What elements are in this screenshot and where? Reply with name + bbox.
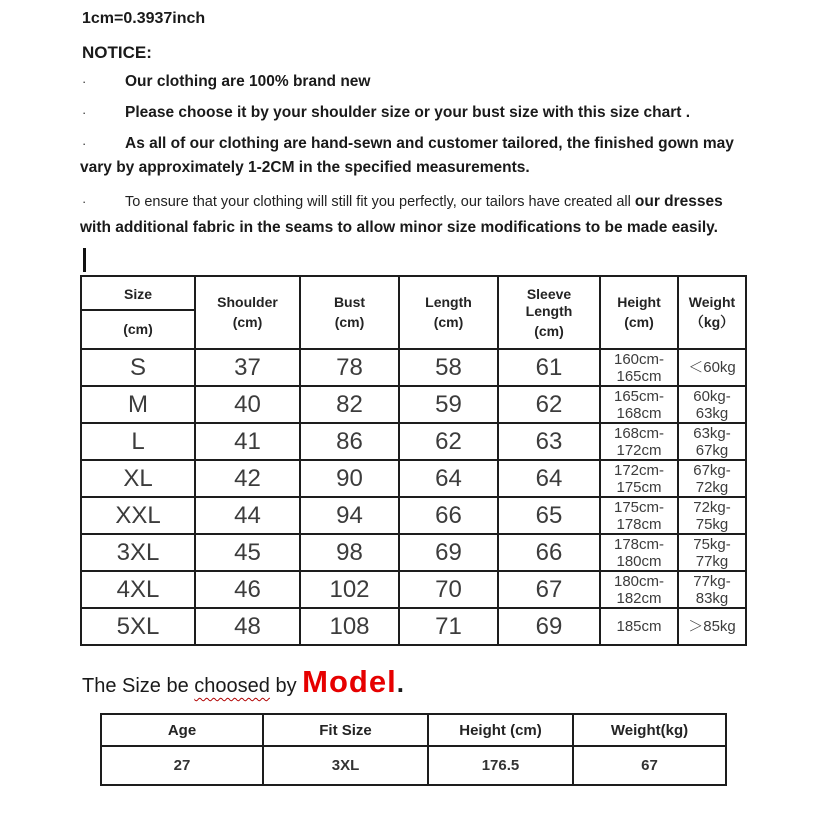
model-value-weight: 67: [573, 746, 726, 785]
cell-shoulder: 44: [195, 497, 300, 534]
model-value-height: 176.5: [428, 746, 573, 785]
caption-model-highlight: Model: [302, 664, 397, 699]
cell-bust: 90: [300, 460, 399, 497]
cell-height: 178cm-180cm: [600, 534, 678, 571]
cell-bust: 78: [300, 349, 399, 386]
cell-bust: 102: [300, 571, 399, 608]
notice-item-text: Please choose it by your shoulder size or your bust size with this size chart .: [125, 104, 691, 121]
notice-item-hand-sewn: [80, 132, 756, 180]
model-header-age: Age: [101, 714, 263, 746]
cell-length: 70: [399, 571, 498, 608]
cell-weight: 60kg-63kg: [678, 386, 746, 423]
bullet-dot-icon: ·: [82, 74, 87, 89]
bullet-dot-icon: ·: [82, 105, 87, 120]
cell-weight: 77kg-83kg: [678, 571, 746, 608]
caption-period: .: [396, 668, 404, 698]
header-bust-label: Bust: [333, 294, 366, 310]
cell-height: 185cm: [600, 608, 678, 645]
cell-height: 165cm-168cm: [600, 386, 678, 423]
bullet-dot-icon: ·: [82, 194, 87, 209]
cell-length: 62: [399, 423, 498, 460]
header-height: [600, 276, 678, 349]
notice-item-brand-new: [80, 70, 756, 94]
cell-size: S: [81, 349, 195, 386]
header-bust-unit: (cm): [334, 314, 365, 330]
notice-item-seam-allowance: [80, 189, 756, 240]
cell-shoulder: 46: [195, 571, 300, 608]
cell-height: 175cm-178cm: [600, 497, 678, 534]
header-weight-unit: （kg）: [689, 314, 735, 330]
model-header-fit-size: Fit Size: [263, 714, 428, 746]
cell-height: 172cm-175cm: [600, 460, 678, 497]
notice-item-text-bold: our dresses with additional fabric in the seams to allow minor size modifications to be made easily.: [80, 193, 723, 236]
size-row-s: [81, 349, 746, 386]
header-size-label: Size: [82, 277, 194, 311]
header-weight-label: Weight: [688, 294, 736, 310]
cell-length: 58: [399, 349, 498, 386]
notice-item-text: As all of our clothing are hand-sewn and customer tailored, the finished gown may vary by approximately 1-2CM in the specified measurements.: [80, 135, 734, 176]
header-shoulder: [195, 276, 300, 349]
header-length-label: Length: [425, 294, 472, 310]
cell-shoulder: 40: [195, 386, 300, 423]
cell-height: 180cm-182cm: [600, 571, 678, 608]
cell-length: 69: [399, 534, 498, 571]
text-cursor-mark: [83, 248, 86, 272]
header-size: [81, 276, 195, 349]
cell-length: 64: [399, 460, 498, 497]
cell-size: XXL: [81, 497, 195, 534]
cell-size: 4XL: [81, 571, 195, 608]
cell-length: 71: [399, 608, 498, 645]
notice-item-choose-size: [80, 101, 756, 125]
caption-middle: by: [269, 675, 303, 697]
size-chart-table: [80, 275, 747, 646]
cell-length: 66: [399, 497, 498, 534]
cell-sleeve: 63: [498, 423, 600, 460]
cell-sleeve: 66: [498, 534, 600, 571]
header-sleeve-label: Sleeve Length: [525, 285, 573, 319]
notice-heading: NOTICE:: [82, 43, 152, 62]
model-size-caption: [82, 664, 756, 700]
header-sleeve-unit: (cm): [534, 322, 564, 339]
caption-prefix: The Size be: [82, 675, 195, 697]
header-height-label: Height: [617, 294, 661, 310]
model-value-age: 27: [101, 746, 263, 785]
header-size-unit: (cm): [123, 321, 153, 337]
cell-weight: 72kg-75kg: [678, 497, 746, 534]
cell-sleeve: 64: [498, 460, 600, 497]
model-header-weight: Weight(kg): [573, 714, 726, 746]
size-row-3xl: [81, 534, 746, 571]
cell-shoulder: 42: [195, 460, 300, 497]
model-header-height: Height (cm): [428, 714, 573, 746]
model-table-header-row: [101, 714, 726, 746]
header-shoulder-unit: (cm): [232, 314, 263, 330]
cell-weight: 75kg-77kg: [678, 534, 746, 571]
cell-height: 160cm-165cm: [600, 349, 678, 386]
cell-weight: 67kg-72kg: [678, 460, 746, 497]
header-length: [399, 276, 498, 349]
cell-sleeve: 62: [498, 386, 600, 423]
unit-conversion-note: 1cm=0.3937inch: [82, 10, 206, 27]
cell-sleeve: 69: [498, 608, 600, 645]
header-shoulder-label: Shoulder: [217, 294, 278, 310]
size-row-xxl: [81, 497, 746, 534]
bullet-dot-icon: ·: [82, 136, 87, 151]
size-row-4xl: [81, 571, 746, 608]
header-sleeve-length: [498, 276, 600, 349]
cell-weight: ＞85kg: [678, 608, 746, 645]
cell-size: M: [81, 386, 195, 423]
cell-bust: 98: [300, 534, 399, 571]
model-fit-table: [100, 713, 727, 786]
cell-height: 168cm-172cm: [600, 423, 678, 460]
cell-bust: 82: [300, 386, 399, 423]
cell-length: 59: [399, 386, 498, 423]
cell-size: L: [81, 423, 195, 460]
notice-item-text: Our clothing are 100% brand new: [125, 73, 371, 90]
cell-bust: 94: [300, 497, 399, 534]
size-row-xl: [81, 460, 746, 497]
cell-size: XL: [81, 460, 195, 497]
header-height-unit: (cm): [624, 314, 654, 330]
cell-size: 3XL: [81, 534, 195, 571]
cell-shoulder: 48: [195, 608, 300, 645]
cell-shoulder: 45: [195, 534, 300, 571]
size-row-l: [81, 423, 746, 460]
header-length-unit: (cm): [433, 314, 464, 330]
header-weight: [678, 276, 746, 349]
cell-bust: 86: [300, 423, 399, 460]
cell-bust: 108: [300, 608, 399, 645]
model-table-value-row: [101, 746, 726, 785]
cell-shoulder: 37: [195, 349, 300, 386]
size-row-5xl: [81, 608, 746, 645]
cell-size: 5XL: [81, 608, 195, 645]
cell-sleeve: 67: [498, 571, 600, 608]
cell-sleeve: 65: [498, 497, 600, 534]
caption-misspelled-word: choosed: [194, 675, 270, 697]
cell-weight: ＜60kg: [678, 349, 746, 386]
notice-list: [80, 70, 756, 240]
cell-weight: 63kg-67kg: [678, 423, 746, 460]
model-value-fit-size: 3XL: [263, 746, 428, 785]
cell-sleeve: 61: [498, 349, 600, 386]
size-row-m: [81, 386, 746, 423]
header-bust: [300, 276, 399, 349]
size-chart-header-row: [81, 276, 746, 349]
notice-item-text-normal: To ensure that your clothing will still fit you perfectly, our tailors have created all: [125, 194, 635, 210]
cell-shoulder: 41: [195, 423, 300, 460]
